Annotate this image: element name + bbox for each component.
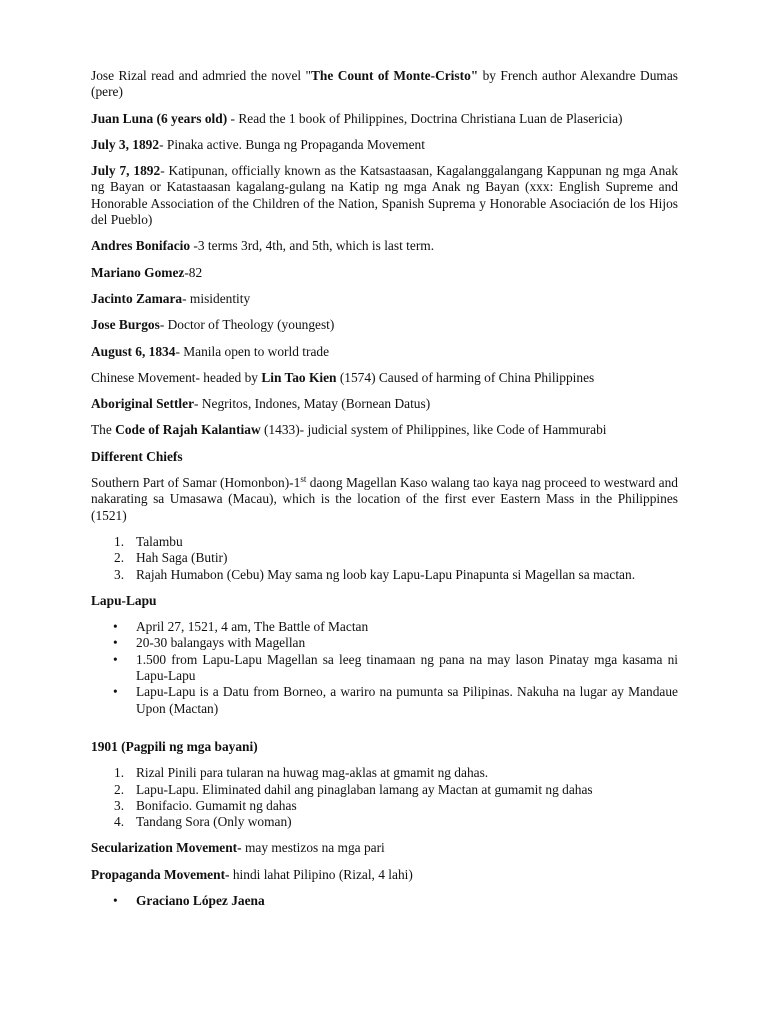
paragraph-zamara: Jacinto Zamara- misidentity [91, 290, 251, 306]
bold-zamara: Jacinto Zamara [91, 290, 183, 306]
list-item: • 20-30 balangays with Magellan [113, 635, 306, 651]
bold-burgos: Jose Burgos [91, 317, 160, 333]
paragraph-aboriginal: Aboriginal Settler- Negritos, Indones, Matay (Bornean Datus) [91, 396, 431, 412]
paragraph-rizal-novel: Jose Rizal read and admried the novel "The Count of Monte-Cristo" by French author Alexandre Dumas (pere) [91, 68, 678, 100]
list-item: • Lapu-Lapu is a Datu from Borneo, a wariro na pumunta sa Pilipinas. Nakuha na lugar ay Mandaue Upon (Mactan) [113, 684, 678, 716]
list-item: 2. Hah Saga (Butir) [114, 550, 228, 566]
list-item: 2. Lapu-Lapu. Eliminated dahil ang pinaglaban lamang ay Mactan at gumamit ng dahas [114, 781, 593, 797]
paragraph-samar: Southern Part of Samar (Homonbon)-1st daong Magellan Kaso walang tao kaya nag proceed to westward and nakarating sa Umasawa (Macau), which is the location of the first ever Eastern Mass in the Philippines (1521) [91, 474, 678, 523]
bold-propaganda: Propaganda Movement- [91, 866, 230, 882]
bold-bonifacio: Andres Bonifacio [91, 238, 191, 254]
paragraph-gomez: Mariano Gomez-82 [91, 264, 203, 280]
list-item: 1. Rizal Pinili para tularan na huwag mag-aklas at gmamit ng dahas. [114, 765, 489, 781]
paragraph-juan-luna: Juan Luna (6 years old) - Read the 1 book of Philippines, Doctrina Christiana Luan de Plasericia) [91, 110, 623, 126]
paragraph-kalantiaw: The Code of Rajah Kalantiaw (1433)- judicial system of Philippines, like Code of Hammurabi [91, 422, 607, 438]
list-item: • April 27, 1521, 4 am, The Battle of Mactan [113, 619, 369, 635]
heading-lapu-lapu: Lapu-Lapu [91, 592, 157, 608]
bold-lin-tao-kien: Lin Tao Kien [261, 369, 337, 385]
list-item: • 1.500 from Lapu-Lapu Magellan sa leeg tinamaan ng pana na may lason Pinatay mga kasama ni Lapu-Lapu [113, 651, 678, 684]
paragraph-july-7: July 7, 1892- Katipunan, officially known as the Katsastaasan, Kagalanggalangang Kappunan ng mga Anak ng Bayan or Katastaasan kagalang-gulang na Katip ng mga Anak ng Bayan (xxx: English Supreme and Honorable Association of the Children of the Nation, Spanish Suprema y Honorable Asociación de los Hijos del Pueblo) [91, 163, 679, 228]
paragraph-propaganda: Propaganda Movement- hindi lahat Pilipino (Rizal, 4 lahi) [91, 866, 413, 882]
bold-secularization: Secularization Movement- [91, 840, 242, 856]
bullet-icon: • [113, 619, 118, 635]
paragraph-bonifacio: Andres Bonifacio -3 terms 3rd, 4th, and 5th, which is last term. [91, 238, 435, 254]
lapu-lapu-list [91, 619, 678, 717]
paragraph-chinese-movement: Chinese Movement- headed by Lin Tao Kien (1574) Caused of harming of China Philippines [91, 369, 595, 385]
bold-novel-title: The Count of Monte-Cristo" [311, 68, 479, 83]
paragraph-burgos: Jose Burgos- Doctor of Theology (youngest) [91, 317, 335, 333]
heading-different-chiefs: Different Chiefs [91, 448, 183, 464]
list-item: 3. Rajah Humabon (Cebu) May sama ng loob kay Lapu-Lapu Pinapunta si Magellan sa mactan. [114, 566, 636, 582]
paragraph-secularization: Secularization Movement- may mestizos na mga pari [91, 840, 385, 856]
list-item: 3. Bonifacio. Gumamit ng dahas [114, 797, 297, 813]
bullet-icon: • [113, 684, 118, 700]
bayani-list [91, 765, 678, 830]
bold-aboriginal: Aboriginal Settler [91, 396, 195, 412]
bullet-icon: • [113, 635, 118, 651]
bold-july-3: July 3, 1892 [91, 136, 160, 152]
heading-1901: 1901 (Pagpili ng mga bayani) [91, 738, 258, 754]
bold-kalantiaw: Code of Rajah Kalantiaw [115, 422, 261, 438]
bold-juan-luna: Juan Luna (6 years old) [91, 110, 228, 126]
bold-gomez: Mariano Gomez [91, 264, 185, 280]
bullet-icon: • [113, 892, 118, 908]
paragraph-august-6: August 6, 1834- Manila open to world trade [91, 343, 330, 359]
list-item: 4. Tandang Sora (Only woman) [114, 814, 292, 830]
paragraph-july-3: July 3, 1892- Pinaka active. Bunga ng Propaganda Movement [91, 136, 425, 152]
list-item: 1. Talambu [114, 533, 183, 549]
list-item: • Graciano López Jaena [113, 892, 265, 908]
bold-august-6: August 6, 1834 [91, 343, 176, 359]
propaganda-list [91, 893, 678, 909]
bullet-icon: • [113, 651, 118, 667]
chiefs-list [91, 534, 678, 583]
bold-july-7: July 7, 1892 [91, 163, 161, 179]
